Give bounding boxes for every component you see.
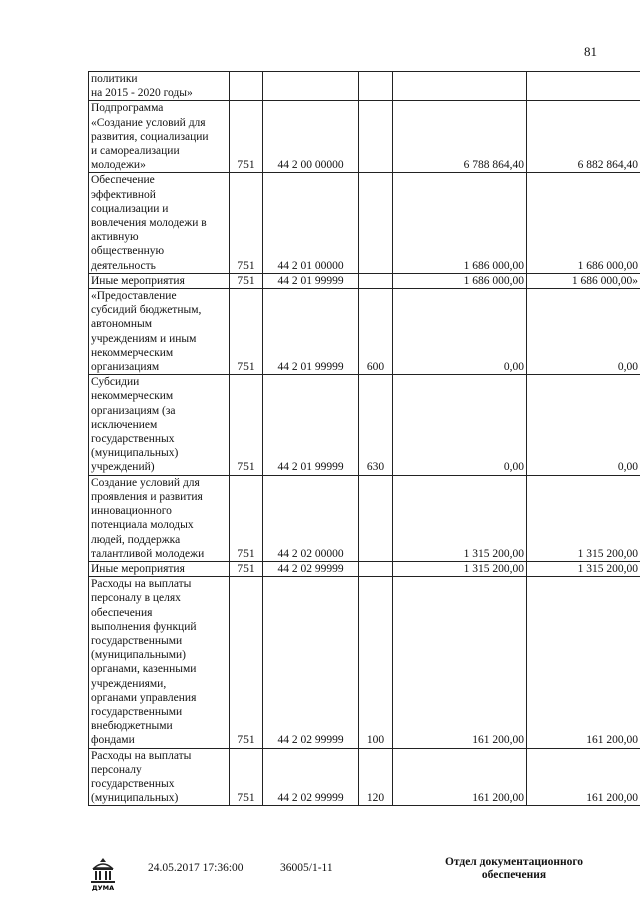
row-name: Иные мероприятия [89, 561, 230, 576]
row-sum-first: 6 788 864,40 [393, 101, 527, 173]
row-sum-first: 161 200,00 [393, 748, 527, 806]
row-name: Иные мероприятия [89, 273, 230, 288]
row-expense-type [359, 475, 393, 561]
row-code: 751 [230, 475, 263, 561]
row-expense-type: 120 [359, 748, 393, 806]
table-row [89, 101, 640, 173]
table-row [89, 577, 640, 748]
row-code: 751 [230, 273, 263, 288]
row-target-code: 44 2 02 99999 [263, 561, 359, 576]
row-expense-type [359, 273, 393, 288]
row-sum-second: 161 200,00 [527, 577, 640, 748]
row-name: Субсидии некоммерческим организациям (за исключением государственных (муниципальных) учреждений) [89, 375, 230, 475]
row-sum-first: 0,00 [393, 289, 527, 375]
row-code: 751 [230, 101, 263, 173]
table-row [89, 173, 640, 273]
row-sum-second: 1 686 000,00 [527, 173, 640, 273]
row-sum-first: 161 200,00 [393, 577, 527, 748]
footer-department: Отдел документационного обеспечения [444, 856, 584, 881]
row-target-code: 44 2 01 99999 [263, 289, 359, 375]
table-row [89, 273, 640, 288]
footer-doc-number: 36005/1-11 [280, 862, 333, 874]
row-sum-second: 1 686 000,00» [527, 273, 640, 288]
row-expense-type [359, 173, 393, 273]
table-row [89, 748, 640, 806]
row-target-code [263, 72, 359, 101]
row-target-code: 44 2 02 99999 [263, 577, 359, 748]
row-sum-first: 1 686 000,00 [393, 173, 527, 273]
row-target-code: 44 2 01 00000 [263, 173, 359, 273]
row-sum-second: 161 200,00 [527, 748, 640, 806]
row-sum-second [527, 72, 640, 101]
row-expense-type: 630 [359, 375, 393, 475]
row-code: 751 [230, 577, 263, 748]
budget-table [88, 71, 640, 806]
row-name: политики на 2015 - 2020 годы» [89, 72, 230, 101]
row-target-code: 44 2 01 99999 [263, 375, 359, 475]
row-code: 751 [230, 561, 263, 576]
footer-datetime: 24.05.2017 17:36:00 [148, 862, 244, 874]
footer [0, 856, 640, 896]
row-target-code: 44 2 00 00000 [263, 101, 359, 173]
row-name: Создание условий для проявления и развития инновационного потенциала молодых людей, поддержка талантливой молодежи [89, 475, 230, 561]
row-expense-type [359, 101, 393, 173]
row-expense-type [359, 561, 393, 576]
row-name: Расходы на выплаты персоналу в целях обеспечения выполнения функций государственными (муниципальными) органами, казенными учреждениями, органами управления государственными внебюджетными фондами [89, 577, 230, 748]
row-code: 751 [230, 289, 263, 375]
row-sum-first: 0,00 [393, 375, 527, 475]
row-sum-second: 0,00 [527, 375, 640, 475]
row-expense-type: 600 [359, 289, 393, 375]
row-target-code: 44 2 02 00000 [263, 475, 359, 561]
row-code [230, 72, 263, 101]
duma-seal-icon [86, 856, 120, 892]
page-number: 81 [584, 44, 597, 59]
row-sum-first: 1 315 200,00 [393, 475, 527, 561]
row-name: Обеспечение эффективной социализации и вовлечения молодежи в активную общественную деятельность [89, 173, 230, 273]
row-target-code: 44 2 02 99999 [263, 748, 359, 806]
row-name: Расходы на выплаты персоналу государственных (муниципальных) [89, 748, 230, 806]
row-expense-type [359, 72, 393, 101]
row-sum-second: 1 315 200,00 [527, 475, 640, 561]
row-sum-first: 1 686 000,00 [393, 273, 527, 288]
row-sum-second: 1 315 200,00 [527, 561, 640, 576]
table-row [89, 375, 640, 475]
table-row [89, 475, 640, 561]
row-sum-second: 0,00 [527, 289, 640, 375]
table-row [89, 289, 640, 375]
row-expense-type: 100 [359, 577, 393, 748]
row-sum-first: 1 315 200,00 [393, 561, 527, 576]
row-sum-second: 6 882 864,40 [527, 101, 640, 173]
row-name: «Предоставление субсидий бюджетным, автономным учреждениям и иным некоммерческим организациям [89, 289, 230, 375]
row-sum-first [393, 72, 527, 101]
budget-table-body [89, 72, 640, 806]
row-name: Подпрограмма «Создание условий для развития, социализации и самореализации молодежи» [89, 101, 230, 173]
row-target-code: 44 2 01 99999 [263, 273, 359, 288]
row-code: 751 [230, 748, 263, 806]
row-code: 751 [230, 173, 263, 273]
table-row [89, 561, 640, 576]
row-code: 751 [230, 375, 263, 475]
seal-label: ДУМА [91, 884, 115, 892]
table-row [89, 72, 640, 101]
